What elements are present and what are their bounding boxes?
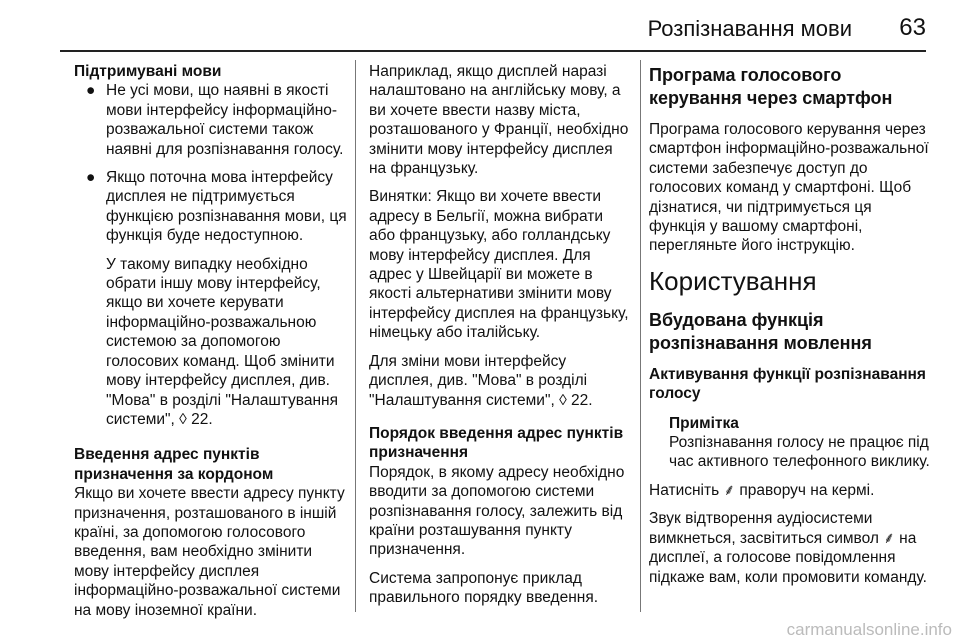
page-number: 63 [899, 14, 926, 41]
paragraph: Якщо ви хочете ввести адресу пункту призначення, розташованого в іншій країні, за допомогою голосового введення, вам необхідно змінити мову інтерфейсу дисплея інформаційно-розважальної системи на мову іноземної країни. [74, 485, 345, 619]
note-box [649, 414, 931, 472]
paragraph: Для зміни мови інтерфейсу дисплея, див. "Мова" в розділі "Налаштування системи", ◊ 22. [369, 352, 593, 409]
paragraph: Звук відтворення аудіосистеми вимкнеться, засвітиться символ ⸙ на дисплеї, а голосове повідомлення підкаже вам, коли промовити команду. [649, 510, 927, 586]
note-label: Примітка [669, 414, 739, 432]
bullet-item [74, 81, 348, 159]
bullet-item [74, 168, 348, 246]
note-text: Розпізнавання голосу не працює під час активного телефонного виклику. [669, 434, 930, 471]
bullet-text: Якщо поточна мова інтерфейсу дисплея не підтримується функцією розпізнавання мови, ця функція буде недоступною. [106, 169, 347, 245]
chapter-heading: Користування [649, 265, 817, 296]
section-heading: Програма голосового керування через смартфон [649, 65, 893, 108]
column-divider [355, 60, 356, 612]
section-heading: Підтримувані мови [74, 63, 222, 80]
paragraph: Програма голосового керування через смартфон інформаційно-розважальної системи забезпечує доступ до голосових команд у смартфоні. Щоб дізнатися, чи підтримується ця функція у вашому смартфоні, перегляньте його інструкцію. [649, 121, 929, 255]
paragraph: Система запропонує приклад правильного порядку введення. [369, 569, 599, 607]
paragraph: Наприклад, якщо дисплей наразі налаштовано на англійську мову, а ви хочете ввести назву міста, розташованого у Франції, необхідно змінити мову інтерфейсу дисплея на французьку. [369, 63, 629, 178]
bullet-text: Не усі мови, що наявні в якості мови інтерфейсу інформаційно-розважальної системи також наявні для розпізнавання голосу. [106, 82, 344, 158]
column-divider [640, 60, 641, 612]
bullet-icon: ● [86, 169, 96, 187]
section-heading: Вбудована функція розпізнавання мовлення [649, 309, 872, 353]
column-left [74, 62, 348, 629]
bullet-icon: ● [86, 82, 96, 100]
paragraph: Натисніть ⸙ праворуч на кермі. [649, 481, 875, 499]
subsection-heading: Активування функції розпізнавання голосу [649, 365, 926, 403]
column-right [649, 62, 931, 596]
section-heading: Введення адрес пунктів призначення за кордоном [74, 446, 274, 483]
page-title: Розпізнавання мови [647, 16, 852, 41]
bullet-continuation: У такому випадку необхідно обрати іншу мову інтерфейсу, якщо ви хочете керувати інформаційно-розважальною системою за допомогою голосових команд. Щоб змінити мову інтерфейсу дисплея, див. "Мова" в розділі "Налаштування системи", ◊ 22. [106, 255, 338, 428]
column-middle [369, 62, 633, 617]
section-heading: Порядок введення адрес пунктів призначення [369, 424, 624, 462]
paragraph: Порядок, в якому адресу необхідно вводити за допомогою системи розпізнавання голосу, залежить від країни розташування пункту призначення. [369, 463, 625, 559]
paragraph: Винятки: Якщо ви хочете ввести адресу в Бельгії, можна вибрати або французьку, або голландську мову інтерфейсу дисплея. Для адрес у Швейцарії ви можете в якості альтернативи змінити мову інтерфейсу дисплея на французьку, німецьку або італійську. [369, 188, 629, 342]
page-header [60, 6, 926, 52]
watermark: carmanualsonline.info [786, 620, 952, 639]
